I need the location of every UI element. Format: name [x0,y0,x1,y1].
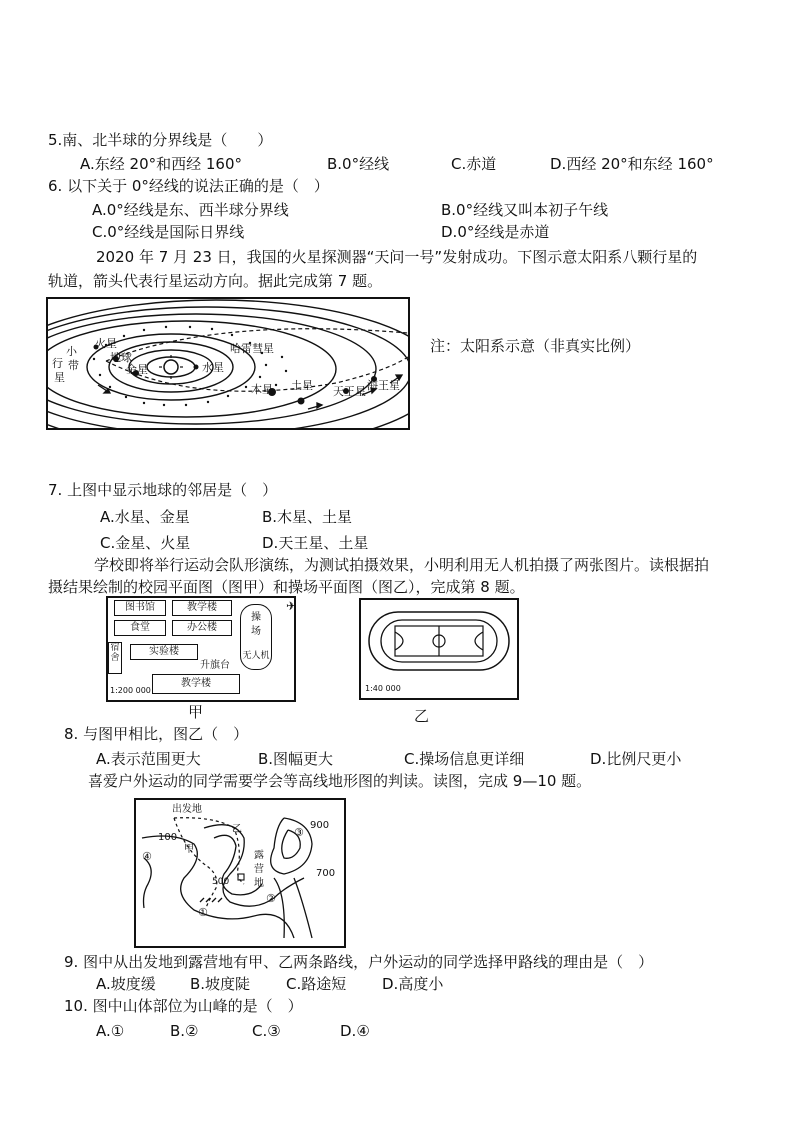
q6-option-a: A.0°经线是东、西半球分界线 [92,201,289,219]
q9-option-b: B.坡度陡 [190,975,251,993]
q7-option-c: C.金星、火星 [100,534,191,552]
contour-map [134,798,346,948]
contour-700 [271,818,312,874]
label-venus: 金星 [126,363,148,376]
label-belt-2: 行 [52,357,63,370]
q9-option-d: D.高度小 [382,975,444,993]
label-camp-3: 地 [254,878,264,889]
building-library: 图书馆 [114,600,166,616]
intro7-line1: 2020 年 7 月 23 日，我国的火星探测器“天问一号”发射成功。下图示意太阳系八颗行星的 [96,248,698,266]
q6-stem: 6. 以下关于 0°经线的说法正确的是（ ） [48,177,329,195]
q10-option-d: D.④ [340,1022,370,1040]
label-saturn: 土星 [291,379,313,392]
label-belt-1: 小 [66,345,77,358]
building-teaching-1: 教学楼 [172,600,232,616]
building-canteen: 食堂 [114,620,166,636]
label-belt-3: 星 [54,371,65,384]
label-camp-2: 营 [254,864,264,875]
q7-stem: 7. 上图中显示地球的邻居是（ ） [48,481,278,499]
contour-100 [142,836,294,938]
intro8-line1: 学校即将举行运动会队形演练，为测试拍摄效果，小明利用无人机拍摄了两张图片。读根据拍 [94,556,710,574]
q10-option-c: C.③ [252,1022,281,1040]
q8-option-a: A.表示范围更大 [96,750,201,768]
label-camp-1: 露 [254,850,264,861]
label-earth: 地球 [110,351,132,364]
label-700: 700 [316,868,336,879]
intro9: 喜爱户外运动的同学需要学会等高线地形图的判读。读图，完成 9—10 题。 [88,772,592,790]
q7-option-d: D.天王星、土星 [262,534,369,552]
label-belt-4: 带 [68,359,79,372]
ridge-2-left [274,878,284,938]
label-jupiter: 木星 [251,383,273,396]
label-100: 100 [158,832,178,843]
label-mercury: 水星 [202,361,224,374]
intro8-line2: 摄结果绘制的校园平面图（图甲）和操场平面图（图乙），完成第 8 题。 [48,578,525,596]
building-office: 办公楼 [172,620,232,636]
q7-option-a: A.水星、金星 [100,508,190,526]
q5-option-c: C.赤道 [451,155,497,173]
label-m2: ② [266,892,276,905]
building-teaching-2: 教学楼 [152,674,240,694]
q5-option-d: D.西经 20°和东经 160° [550,155,714,173]
q10-stem: 10. 图中山体部位为山峰的是（ ） [64,997,303,1015]
label-mars: 火星 [95,337,117,350]
q9-option-a: A.坡度缓 [96,975,156,993]
playground-label-1: 操 [251,612,261,623]
solar-system-diagram [46,297,410,430]
campus-map [106,596,296,702]
drone-label: 无人机 [242,651,270,661]
q8-stem: 8. 与图甲相比，图乙（ ） [64,725,249,743]
label-m3: ③ [294,826,304,839]
label-neptune: 海王星 [367,379,400,392]
q8-option-b: B.图幅更大 [258,750,334,768]
playground-scale: 1:40 000 [365,684,401,693]
flag-platform: 升旗台 [200,660,230,671]
playground-map-label: 乙 [414,707,430,725]
label-m4: ④ [142,850,152,863]
q8-option-c: C.操场信息更详细 [404,750,525,768]
ridge-2-right [294,878,312,938]
camp-marker [238,874,244,880]
label-m1: ① [198,906,208,919]
label-route-b: 乙 [232,824,242,835]
label-900: 900 [310,820,330,831]
orbit-uranus [46,307,410,430]
intro7-line2: 轨道，箭头代表行星运动方向。据此完成第 7 题。 [48,272,383,290]
solar-note: 注：太阳系示意（非真实比例） [430,337,641,355]
label-start: 出发地 [172,804,202,815]
mercury-dot [194,365,199,370]
q10-option-b: B.② [170,1022,199,1040]
campus-scale: 1:200 000 [110,686,151,695]
q5-stem: 5.南、北半球的分界线是（ ） [48,131,273,149]
playground-label-2: 场 [251,626,261,637]
sun-icon [164,360,178,374]
label-route-a: 甲 [184,844,194,855]
campus-map-label: 甲 [188,703,204,721]
contour-4 [144,858,152,908]
q10-option-a: A.① [96,1022,125,1040]
q6-option-d: D.0°经线是赤道 [441,223,550,241]
q5-option-b: B.0°经线 [327,155,390,173]
saturn-dot [298,398,305,405]
playground-map [359,598,519,700]
cliff-mark [200,898,222,902]
orbit-neptune [46,300,410,430]
q9-option-c: C.路途短 [286,975,347,993]
label-500: 500 [212,877,230,887]
label-comet: 哈雷彗星 [230,342,274,355]
playground [240,604,272,670]
q8-option-d: D.比例尺更小 [590,750,682,768]
q9-stem: 9. 图中从出发地到露营地有甲、乙两条路线，户外运动的同学选择甲路线的理由是（ ） [64,953,654,971]
q6-option-c: C.0°经线是国际日界线 [92,223,245,241]
building-dorm: 宿舍 [108,642,122,674]
building-lab: 实验楼 [130,644,198,660]
drone-icon: ✈ [286,599,297,613]
q7-option-b: B.木星、土星 [262,508,353,526]
q6-option-b: B.0°经线又叫本初子午线 [441,201,609,219]
label-uranus: 天王星 [333,385,366,398]
q5-option-a: A.东经 20°和西经 160° [80,155,243,173]
